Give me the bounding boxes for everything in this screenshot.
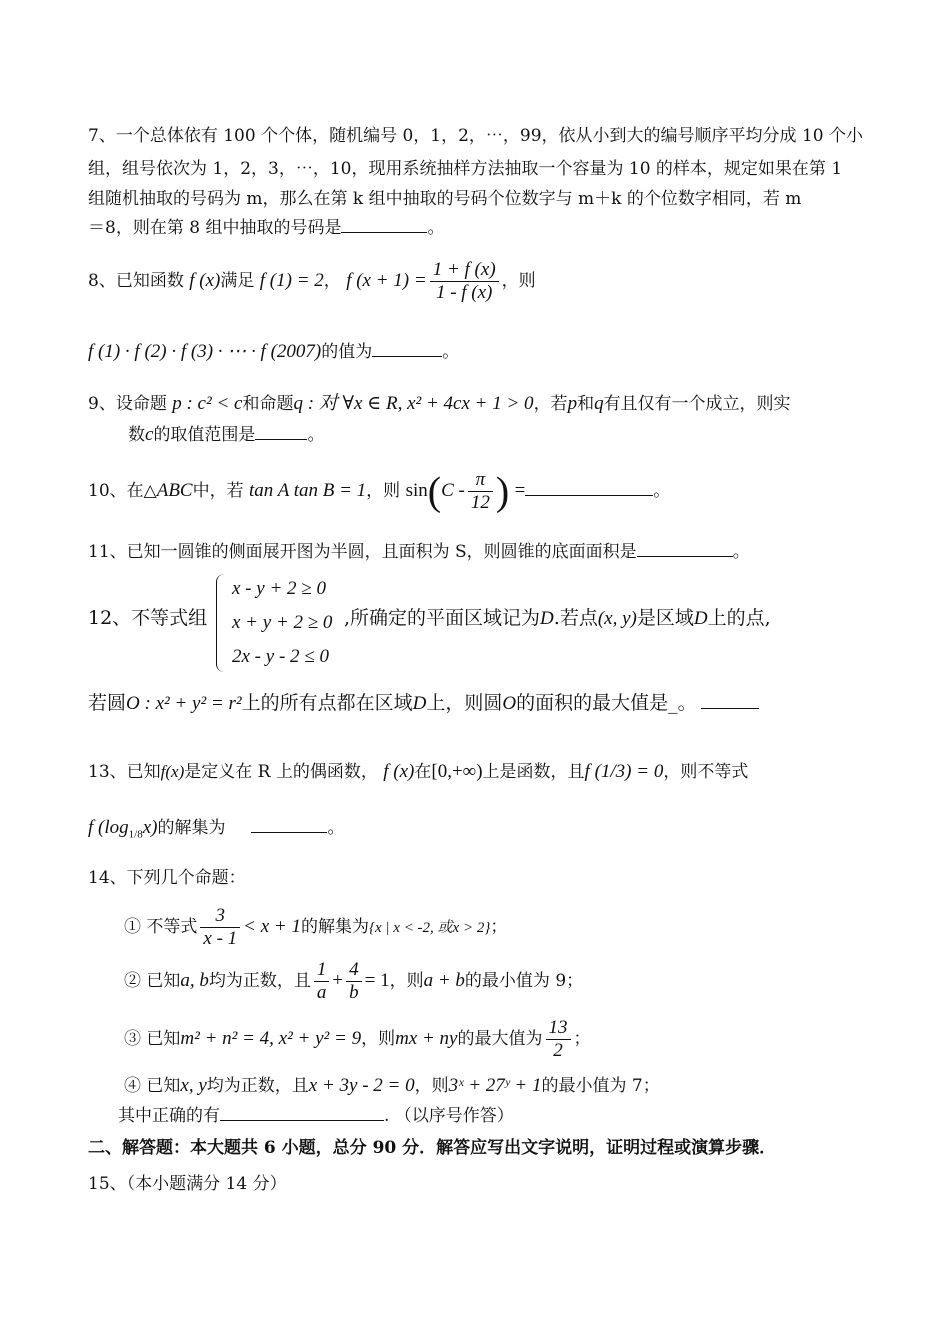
- q7-line-3: 组随机抽取的号码为 m，那么在第 k 组中抽取的号码个位数字与 m＋k 的个位数字相同，若 m: [88, 189, 802, 209]
- q13-ineq: f (log: [88, 817, 129, 838]
- q12-brace: [216, 574, 227, 672]
- q14-i1-num: 3: [200, 905, 240, 928]
- q10-arg: C -: [441, 480, 465, 501]
- q13-text-b: 是定义在 R 上的偶函数，: [184, 762, 378, 782]
- q10-line: [88, 466, 670, 517]
- q14-item-2: [124, 958, 583, 1004]
- q8-fraction: [430, 259, 499, 304]
- q10-condition: tan A tan B = 1: [249, 480, 367, 501]
- q14-i2-text-d: 的最小值为 9；: [464, 971, 584, 991]
- q9-text-c: ，若: [533, 394, 568, 414]
- q10-left-paren: (: [427, 468, 442, 514]
- q12-label: 12、不等式组: [88, 607, 208, 629]
- q14-i4-text-a: ④ 已知: [124, 1076, 181, 1096]
- q8-denominator: 1 - f (x): [435, 282, 493, 303]
- q14-i2-plus: +: [332, 970, 344, 991]
- q15-heading: 15、（本小题满分 14 分）: [88, 1174, 287, 1194]
- q9-text-l2c: 。: [307, 425, 325, 445]
- q11-line: [88, 540, 750, 564]
- q7-end: 。: [427, 218, 445, 238]
- q14-i4-xy: x, y: [180, 1075, 207, 1096]
- q14-item-3: [124, 1016, 591, 1062]
- q12-line-2: [88, 691, 759, 716]
- q10-fraction: [468, 469, 493, 514]
- q12-text-l2d: 的面积的最大值是: [516, 692, 669, 714]
- q13-text-f: 的解集为: [157, 818, 226, 838]
- q14-i4-cond: x + 3y - 2 = 0: [308, 1075, 415, 1096]
- q14-answer-line: [118, 1104, 514, 1128]
- q14-i1-den: x - 1: [203, 928, 238, 949]
- q8-f1: f (1) = 2: [259, 270, 324, 291]
- q12-text-e: 上的点,: [707, 607, 771, 629]
- q7-answer-blank: [341, 216, 427, 233]
- q12-row-1: x - y + 2 ≥ 0: [232, 578, 326, 599]
- q9-line-2: [128, 423, 324, 447]
- q10-sin: sin: [405, 480, 428, 501]
- q13-log-base: 1/8: [128, 828, 143, 841]
- q14-i2-text-b: 均为正数，且: [208, 971, 311, 991]
- q14-i2-frac-1: [314, 959, 330, 1004]
- q10-text-d: 。: [653, 481, 671, 501]
- q9-proposition-p: p : c² < c: [172, 393, 243, 414]
- q14-i1-text-d: ；: [490, 917, 508, 937]
- q13-text-e: ，则不等式: [663, 762, 749, 782]
- q12-text-l2c: 上，则圆: [426, 692, 503, 714]
- q14-i2-den-2: b: [349, 982, 359, 1003]
- q8-text-b: 满足: [220, 271, 255, 291]
- q14-i3-fraction: [546, 1017, 571, 1062]
- q14-i2-expr: a + b: [423, 970, 465, 991]
- q9-text-b: 和命题: [242, 394, 294, 414]
- q8-text-d: ，则: [501, 271, 536, 291]
- q14-i2-num-2: 4: [346, 959, 362, 982]
- q10-text-a: 10、在△: [88, 481, 157, 501]
- q12-region-D: D: [540, 608, 554, 629]
- q9-line-1: [88, 392, 791, 416]
- q7-line-2: 组，组号依次为 1，2，3，⋯，10，现用系统抽样方法抽取一个容量为 10 的样本，规定如果在第 1: [88, 159, 843, 179]
- q9-text-l2a: 数: [128, 425, 145, 445]
- q13-text-g: 。: [327, 818, 345, 838]
- q10-equals: =: [514, 480, 526, 501]
- q9-proposition-q: q : 对 ∀x ∈ R, x² + 4cx + 1 > 0: [293, 393, 534, 414]
- q14-i3-text-d: ；: [573, 1029, 591, 1049]
- q14-i3-cond: m² + n² = 4, x² + y² = 9: [180, 1028, 362, 1049]
- q14-i2-num-1: 1: [314, 959, 330, 982]
- q13-condition: f (1/3) = 0: [584, 761, 664, 782]
- q10-text-b: 中，若: [192, 481, 244, 501]
- q11-answer-blank: [637, 540, 733, 557]
- q12-line-1-rest: [344, 606, 771, 631]
- q14-i1-text-a: ① 不等式: [124, 917, 198, 937]
- q8-numerator: 1 + f (x): [430, 259, 499, 282]
- q13-answer-blank: [251, 816, 327, 833]
- q12-text-b: ,所确定的平面区域记为: [344, 607, 541, 629]
- q11-end: 。: [732, 542, 750, 562]
- q12-text-c: .若点: [553, 607, 598, 629]
- q8-fx: f (x): [189, 270, 221, 291]
- q14-i2-text-a: ② 已知: [124, 971, 181, 991]
- q8-line-2: [88, 340, 459, 364]
- q8-line-1: [88, 256, 536, 306]
- q10-twelve: 12: [470, 492, 490, 513]
- q9-text-e: 有且仅有一个成立，则实: [603, 394, 791, 414]
- q12-point: (x, y): [597, 608, 637, 629]
- q12-region-D-3: D: [412, 693, 427, 714]
- q14-end-b: . （以序号作答）: [384, 1106, 514, 1126]
- q9-q: q: [594, 393, 604, 414]
- q13-fx2: f (x): [383, 761, 415, 782]
- q8-product: f (1) · f (2) · f (3) · ⋯ · f (2007): [88, 341, 322, 362]
- q14-i3-text-a: ③ 已知: [124, 1029, 181, 1049]
- q14-item-1: [124, 904, 507, 951]
- q12-O: O: [502, 693, 517, 714]
- q13-interval: [0,+∞): [431, 761, 483, 782]
- q12-text-l2a: 若圆: [88, 692, 127, 714]
- q12-text-l2b: 上的所有点都在区域: [241, 692, 413, 714]
- q8-text-f: 。: [442, 342, 460, 362]
- q14-i1-text-c: 的解集为: [301, 917, 369, 937]
- q13-text-d: 上是函数，且: [482, 762, 585, 782]
- q8-text-c: ，: [323, 271, 341, 291]
- q9-text-d: 和: [577, 394, 595, 414]
- q9-text-l2b: 的取值范围是: [153, 425, 256, 445]
- q14-i1-fraction: [200, 905, 240, 950]
- q14-i1-rhs: < x + 1: [243, 916, 301, 937]
- q14-i3-expr: mx + ny: [395, 1028, 458, 1049]
- q9-p: p: [567, 393, 578, 414]
- q14-i3-text-c: 的最大值为: [457, 1029, 543, 1049]
- q14-i3-den: 2: [553, 1040, 563, 1061]
- q13-line-2: [88, 816, 344, 846]
- q12-text-l2e: _。: [668, 692, 697, 714]
- q12-row-3: 2x - y - 2 ≤ 0: [232, 646, 329, 667]
- q8-text-e: 的值为: [321, 342, 373, 362]
- q10-triangle: ABC: [156, 480, 193, 501]
- q14-i2-eq: = 1: [364, 970, 390, 991]
- q12-row-2: x + y + 2 ≥ 0: [232, 612, 333, 633]
- section-2-heading: 二、解答题：本大题共 6 小题，总分 90 分．解答应写出文字说明，证明过程或演算步骤．: [88, 1138, 777, 1158]
- q14-answer-blank: [220, 1104, 384, 1121]
- q8-answer-blank: [372, 340, 442, 357]
- q8-text-a: 8、已知函数: [88, 271, 184, 291]
- q14-i3-num: 13: [546, 1017, 571, 1040]
- q14-item-4: [124, 1074, 660, 1098]
- q14-i3-text-b: ，则: [361, 1029, 396, 1049]
- q14-i4-text-c: ，则: [414, 1076, 449, 1096]
- q13-text-c: 在: [414, 762, 432, 782]
- q7-text: ＝8，则在第 8 组中抽取的号码是: [88, 218, 342, 238]
- q9-c: c: [145, 424, 154, 445]
- q14-i2-ab: a, b: [180, 970, 209, 991]
- q14-i4-text-b: 均为正数，且: [206, 1076, 309, 1096]
- q8-recurrence: f (x + 1) =: [346, 270, 427, 291]
- q10-text-c: ，则: [366, 481, 401, 501]
- q14-title: 14、下列几个命题：: [88, 868, 246, 888]
- q14-i2-text-c: ，则: [389, 971, 424, 991]
- q7-line-1: 7、一个总体依有 100 个个体，随机编号 0，1，2，⋯，99，依从小到大的编号顺序平均分成 10 个小: [88, 126, 863, 146]
- q10-pi: π: [468, 469, 493, 492]
- q10-answer-blank: [525, 479, 653, 496]
- q9-answer-blank: [255, 423, 307, 440]
- q14-i2-frac-2: [346, 959, 362, 1004]
- q12-inequality-system: [216, 574, 346, 674]
- q12-answer-blank: [701, 692, 759, 709]
- q7-line-4: [88, 216, 444, 240]
- q12-circle: O : x² + y² = r²: [126, 693, 242, 714]
- q13-ineq-2: x): [142, 817, 158, 838]
- q9-text-a: 9、设命题: [88, 394, 167, 414]
- q14-end-a: 其中正确的有: [118, 1106, 220, 1126]
- q13-line-1: [88, 760, 748, 784]
- q14-i4-text-d: 的最小值为 7；: [541, 1076, 660, 1096]
- q14-i2-den-1: a: [316, 982, 327, 1003]
- q14-i4-expr: 3ˣ + 27ʸ + 1: [448, 1075, 542, 1096]
- q12-region-D-2: D: [693, 608, 708, 629]
- q10-right-paren: ): [495, 468, 510, 514]
- q13-text-a: 13、已知: [88, 762, 161, 782]
- q11-text: 11、已知一圆锥的侧面展开图为半圆，且面积为 S，则圆锥的底面面积是: [88, 542, 637, 562]
- q13-fx: f(x): [160, 762, 185, 781]
- q12-text-d: 是区域: [636, 607, 694, 629]
- q14-i1-set: {x | x < -2, 或x > 2}: [369, 920, 491, 936]
